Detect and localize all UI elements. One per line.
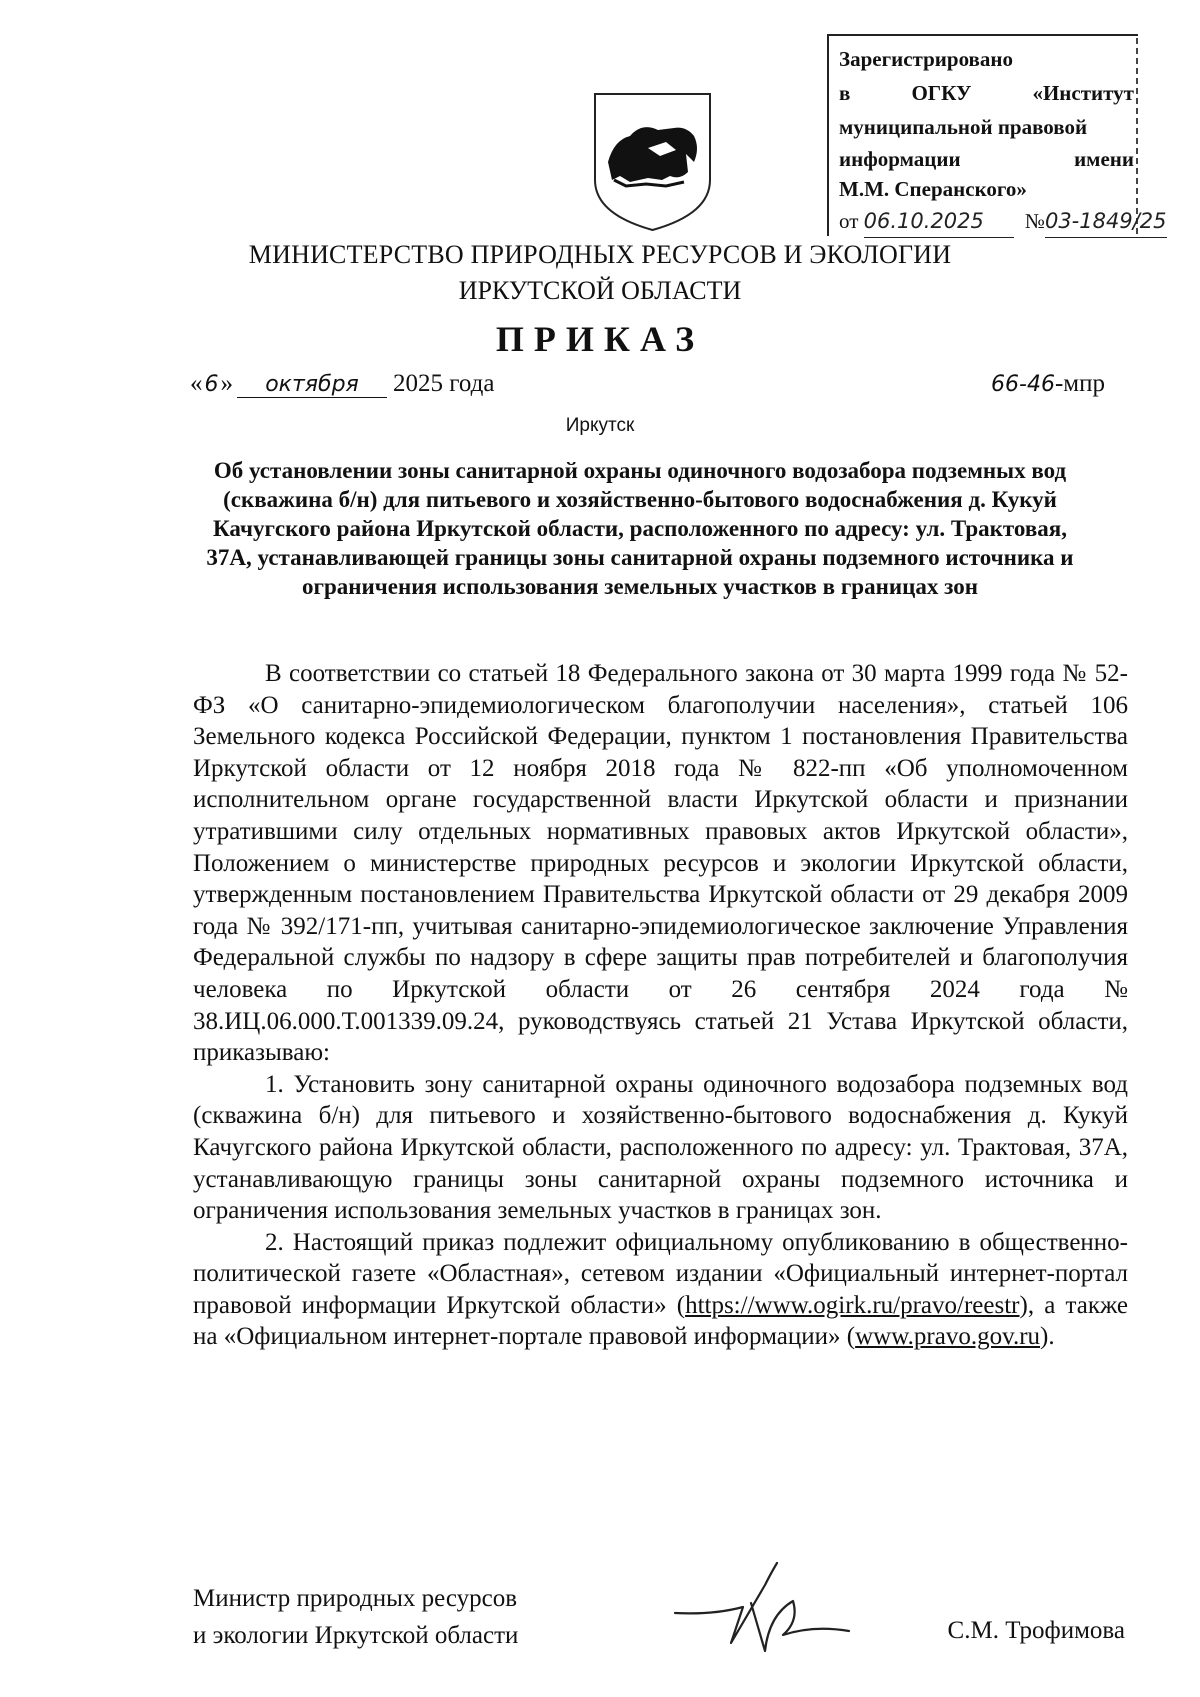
registration-stamp <box>827 34 1167 236</box>
handwritten-signature-icon <box>673 1555 853 1665</box>
order-year: 2025 года <box>393 370 495 397</box>
stamp-line-1: Зарегистрировано <box>839 47 1013 71</box>
stamp-line-4: информации имени <box>839 147 1134 171</box>
signer-title: Министр природных ресурсов и экологии Иркутской области <box>193 1585 519 1649</box>
stamp-line-5: М.М. Сперанского» <box>839 177 1027 201</box>
pravo-gov-link[interactable]: www.pravo.gov.ru <box>855 1323 1041 1351</box>
item-1-paragraph: 1. Установить зону санитарной охраны одиночного водозабора подземных вод (скважина б/н) для питьевого и хозяйственно-бытового водоснабжения д. Кукуй Качугского района Иркутской области, расположенного по адресу: ул. Трактовая, 37А, устанавливающую границы зоны санитарной охраны подземного источника и ограничения использования земельных участков в границах зон. <box>193 1070 1128 1225</box>
ministry-name-line-1: МИНИСТЕРСТВО ПРИРОДНЫХ РЕСУРСОВ И ЭКОЛОГИИ <box>248 240 952 269</box>
stamp-border-right <box>1136 38 1138 234</box>
signer-name: С.М. Трофимова <box>947 1617 1125 1644</box>
preamble-paragraph: В соответствии со статьей 18 Федерального закона от 30 марта 1999 года № 52-ФЗ «О санитарно-эпидемиологическом благополучии населения», статьей 106 Земельного кодекса Российской Федерации, пунктом 1 постановления Правительства Иркутской области от 12 ноября 2018 года № 822-пп «Об уполномоченном исполнительном органе государственной власти Иркутской области и признании утратившими силу отдельных нормативных правовых актов Иркутской области», Положением о министерстве природных ресурсов и экологии Иркутской области, утвержденным постановлением Правительства Иркутской области от 29 декабря 2009 года № 392/171-пп, учитывая санитарно-эпидемиологическое заключение Управления Федеральной службы по надзору в сфере защиты прав потребителей и благополучия человека по Иркутской области от 26 сентября 2024 года № 38.ИЦ.06.000.Т.001339.09.24, руководствуясь статьей 21 Устава Иркутской области, приказываю: <box>193 660 1128 1067</box>
document-type-title: ПРИКАЗ <box>495 319 705 359</box>
order-body <box>193 658 1128 1353</box>
order-heading: Об установлении зоны санитарной охраны одиночного водозабора подземных вод (скважина б/н) для питьевого и хозяйственно-бытового водоснабжения д. Кукуй Качугского района Иркутской области, расположенного по адресу: ул. Трактовая, 37А, устанавливающей границы зоны санитарной охраны подземного источника и ограничения использования земельных участков в границах зон <box>206 458 1074 599</box>
ministry-name-line-2: ИРКУТСКОЙ ОБЛАСТИ <box>458 276 742 305</box>
ogirk-link[interactable]: https://www.ogirk.ru/pravo/reestr <box>685 1291 1020 1319</box>
order-month: октября <box>237 372 387 398</box>
item-2-paragraph: 2. Настоящий приказ подлежит официальному опубликованию в общественно-политической газете «Областная», сетевом издании «Официальный интернет-портал правовой информации Иркутской области» (https://www.ogirk.ru/pravo/reestr), а также на «Официальном интернет-портале правовой информации» (www.pravo.gov.ru). <box>193 1228 1129 1351</box>
stamp-registration-line: от 06.10.2025 №03-1849/25 <box>839 206 1134 238</box>
stamp-line-3: муниципальной правовой <box>839 115 1088 139</box>
order-number: 66-46-мпр <box>991 370 1105 397</box>
order-date: «6» октября 2025 года <box>190 370 495 397</box>
stamp-date: 06.10.2025 <box>864 206 1014 238</box>
stamp-number: 03-1849/25 <box>1045 206 1167 238</box>
coat-of-arms-icon <box>590 92 715 232</box>
order-city: Иркутск <box>565 415 635 436</box>
order-day: 6 <box>204 372 219 397</box>
stamp-line-2: в ОГКУ «Институт <box>839 81 1134 105</box>
